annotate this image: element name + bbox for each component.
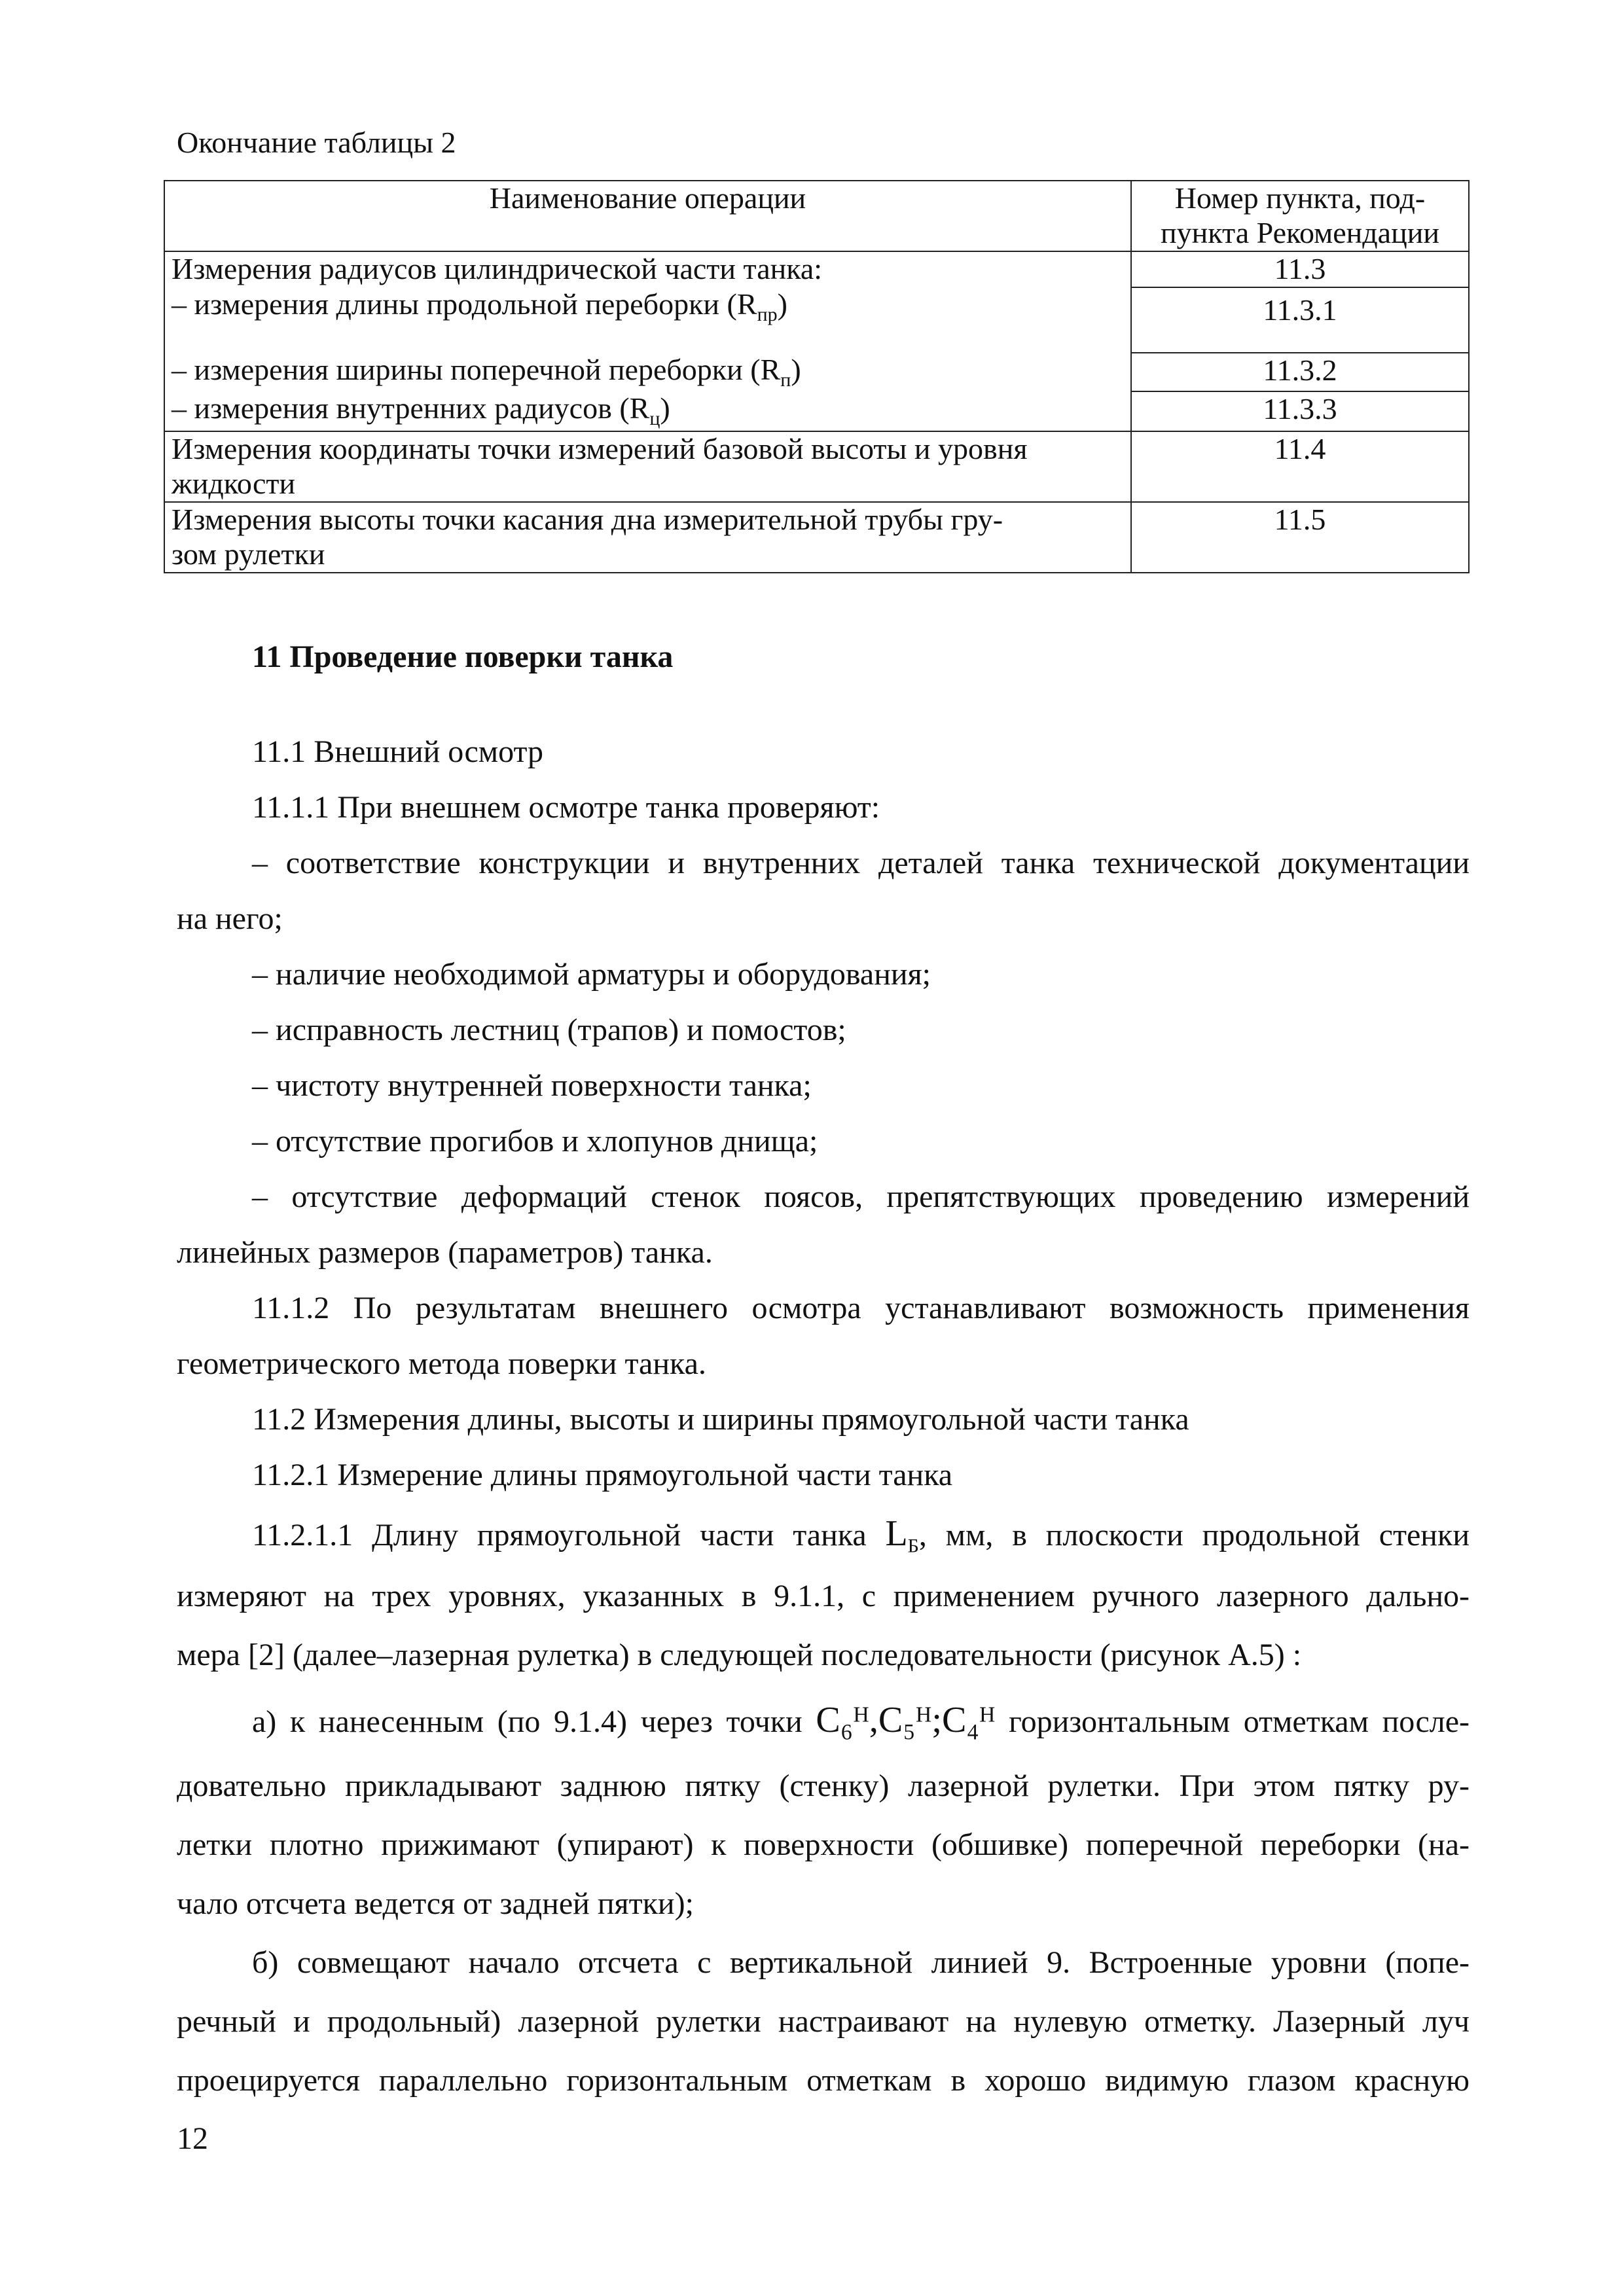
- list-item: – исправность лестниц (трапов) и помостов;: [252, 1013, 846, 1047]
- row-name-text: – измерения ширины поперечной переборки (R: [171, 352, 781, 386]
- paragraph-line: речный и продольный) лазерной рулетки настраивают на нулевую отметку. Лазерный луч: [177, 2004, 1470, 2039]
- header-operation-name: Наименование операции: [164, 181, 1131, 251]
- row-name: [164, 502, 1131, 573]
- header-item-number: [1131, 181, 1469, 251]
- paragraph-11-2-1: 11.2.1 Измерение длины прямоугольной части танка: [252, 1458, 953, 1492]
- row-name: [164, 353, 1131, 392]
- row-name-text: – измерения длины продольной переборки (R: [171, 287, 757, 321]
- row-number: 11.3: [1131, 251, 1469, 287]
- paragraph-line: измеряют на трех уровнях, указанных в 9.1.1, с применением ручного лазерного дально-: [177, 1579, 1470, 1613]
- row-name: [164, 251, 1131, 287]
- list-item-continuation: линейных размеров (параметров) танка.: [177, 1235, 713, 1270]
- table-row: [164, 431, 1469, 502]
- table-row: [164, 391, 1469, 431]
- paragraph-line: довательно прикладывают заднюю пятку (стенку) лазерной рулетки. При этом пятку ру-: [177, 1768, 1470, 1803]
- row-name: [164, 287, 1131, 353]
- row-name-text: – измерения внутренних радиусов (R: [171, 391, 650, 425]
- text-run: а) к нанесенным (по 9.1.4) через точки: [252, 1704, 816, 1739]
- length-symbol: L: [885, 1513, 908, 1554]
- row-name-line2: зом рулетки: [171, 537, 325, 571]
- header-item-number-line2: пункта Рекомендации: [1161, 215, 1439, 249]
- paragraph-line: чало отсчета ведется от задней пятки);: [177, 1886, 694, 1921]
- paragraph-11-1: 11.1 Внешний осмотр: [252, 734, 544, 769]
- row-subscript: ц: [649, 408, 660, 430]
- table-header-row: [164, 181, 1469, 251]
- list-item: – наличие необходимой арматуры и оборудования;: [252, 957, 931, 992]
- table-caption: Окончание таблицы 2: [177, 126, 456, 159]
- paragraph-11-1-2: 11.1.2 По результатам внешнего осмотра устанавливают возможность применения: [252, 1291, 1470, 1325]
- row-tail: ): [777, 287, 787, 321]
- row-tail: ): [791, 352, 801, 386]
- paragraph-line: мера [2] (далее–лазерная рулетка) в следующей последовательности (рисунок А.5) :: [177, 1638, 1302, 1672]
- paragraph-b: б) совмещают начало отсчета с вертикальной линией 9. Встроенные уровни (попе-: [252, 1945, 1470, 1980]
- list-item: – чистоту внутренней поверхности танка;: [252, 1068, 812, 1103]
- row-number: 11.3.1: [1131, 287, 1469, 353]
- row-number: 11.3.3: [1131, 391, 1469, 431]
- table-row: [164, 287, 1469, 353]
- row-number: 11.5: [1131, 502, 1469, 573]
- row-name-line1: Измерения высоты точки касания дна измерительной трубы гру-: [171, 502, 1003, 536]
- row-number: 11.4: [1131, 431, 1469, 502]
- row-name-line1: Измерения координаты точки измерений базовой высоты и уровня: [171, 432, 1028, 466]
- row-name: [164, 431, 1131, 502]
- text-run: , мм, в плоскости продольной стенки: [918, 1518, 1470, 1552]
- section-heading: 11 Проведение поверки танка: [252, 639, 674, 674]
- row-subscript: п: [780, 368, 791, 391]
- table-row: [164, 251, 1469, 287]
- paragraph-11-2: 11.2 Измерения длины, высоты и ширины прямоугольной части танка: [252, 1402, 1189, 1437]
- paragraph-11-1-2-continuation: геометрического метода поверки танка.: [177, 1346, 706, 1381]
- paragraph-line: летки плотно прижимают (упирают) к поверхности (обшивке) поперечной переборки (на-: [177, 1827, 1470, 1862]
- header-item-number-line1: Номер пункта, под-: [1174, 181, 1426, 215]
- length-subscript: Б: [907, 1535, 919, 1557]
- point-formula: C₆ᴴ,C₅ᴴ;C₄ᴴ: [816, 1700, 996, 1740]
- row-name-line2: жидкости: [171, 466, 296, 500]
- page-number: 12: [177, 2121, 208, 2156]
- paragraph-11-1-1: 11.1.1 При внешнем осмотре танка проверяют:: [252, 790, 880, 825]
- list-item-continuation: на него;: [177, 901, 283, 936]
- operations-table: [164, 180, 1470, 573]
- list-item: – отсутствие прогибов и хлопунов днища;: [252, 1124, 818, 1158]
- row-name: [164, 391, 1131, 431]
- row-tail: ): [660, 391, 670, 425]
- row-name-text: Измерения радиусов цилиндрической части танка:: [171, 251, 823, 285]
- text-run: 11.2.1.1 Длину прямоугольной части танка: [252, 1518, 886, 1552]
- row-number: 11.3.2: [1131, 353, 1469, 392]
- list-item: – отсутствие деформаций стенок поясов, препятствующих проведению измерений: [252, 1179, 1470, 1214]
- paragraph-11-2-1-1: [177, 1512, 1470, 1558]
- paragraph-line: проецируется параллельно горизонтальным отметкам в хорошо видимую глазом красную: [177, 2063, 1470, 2098]
- paragraph-a: [177, 1698, 1470, 1742]
- text-run: горизонтальным отметкам после-: [995, 1704, 1470, 1739]
- list-item: – соответствие конструкции и внутренних деталей танка технической документации: [252, 846, 1470, 880]
- row-subscript: пр: [757, 303, 778, 325]
- table-row: [164, 353, 1469, 392]
- table-row: [164, 502, 1469, 573]
